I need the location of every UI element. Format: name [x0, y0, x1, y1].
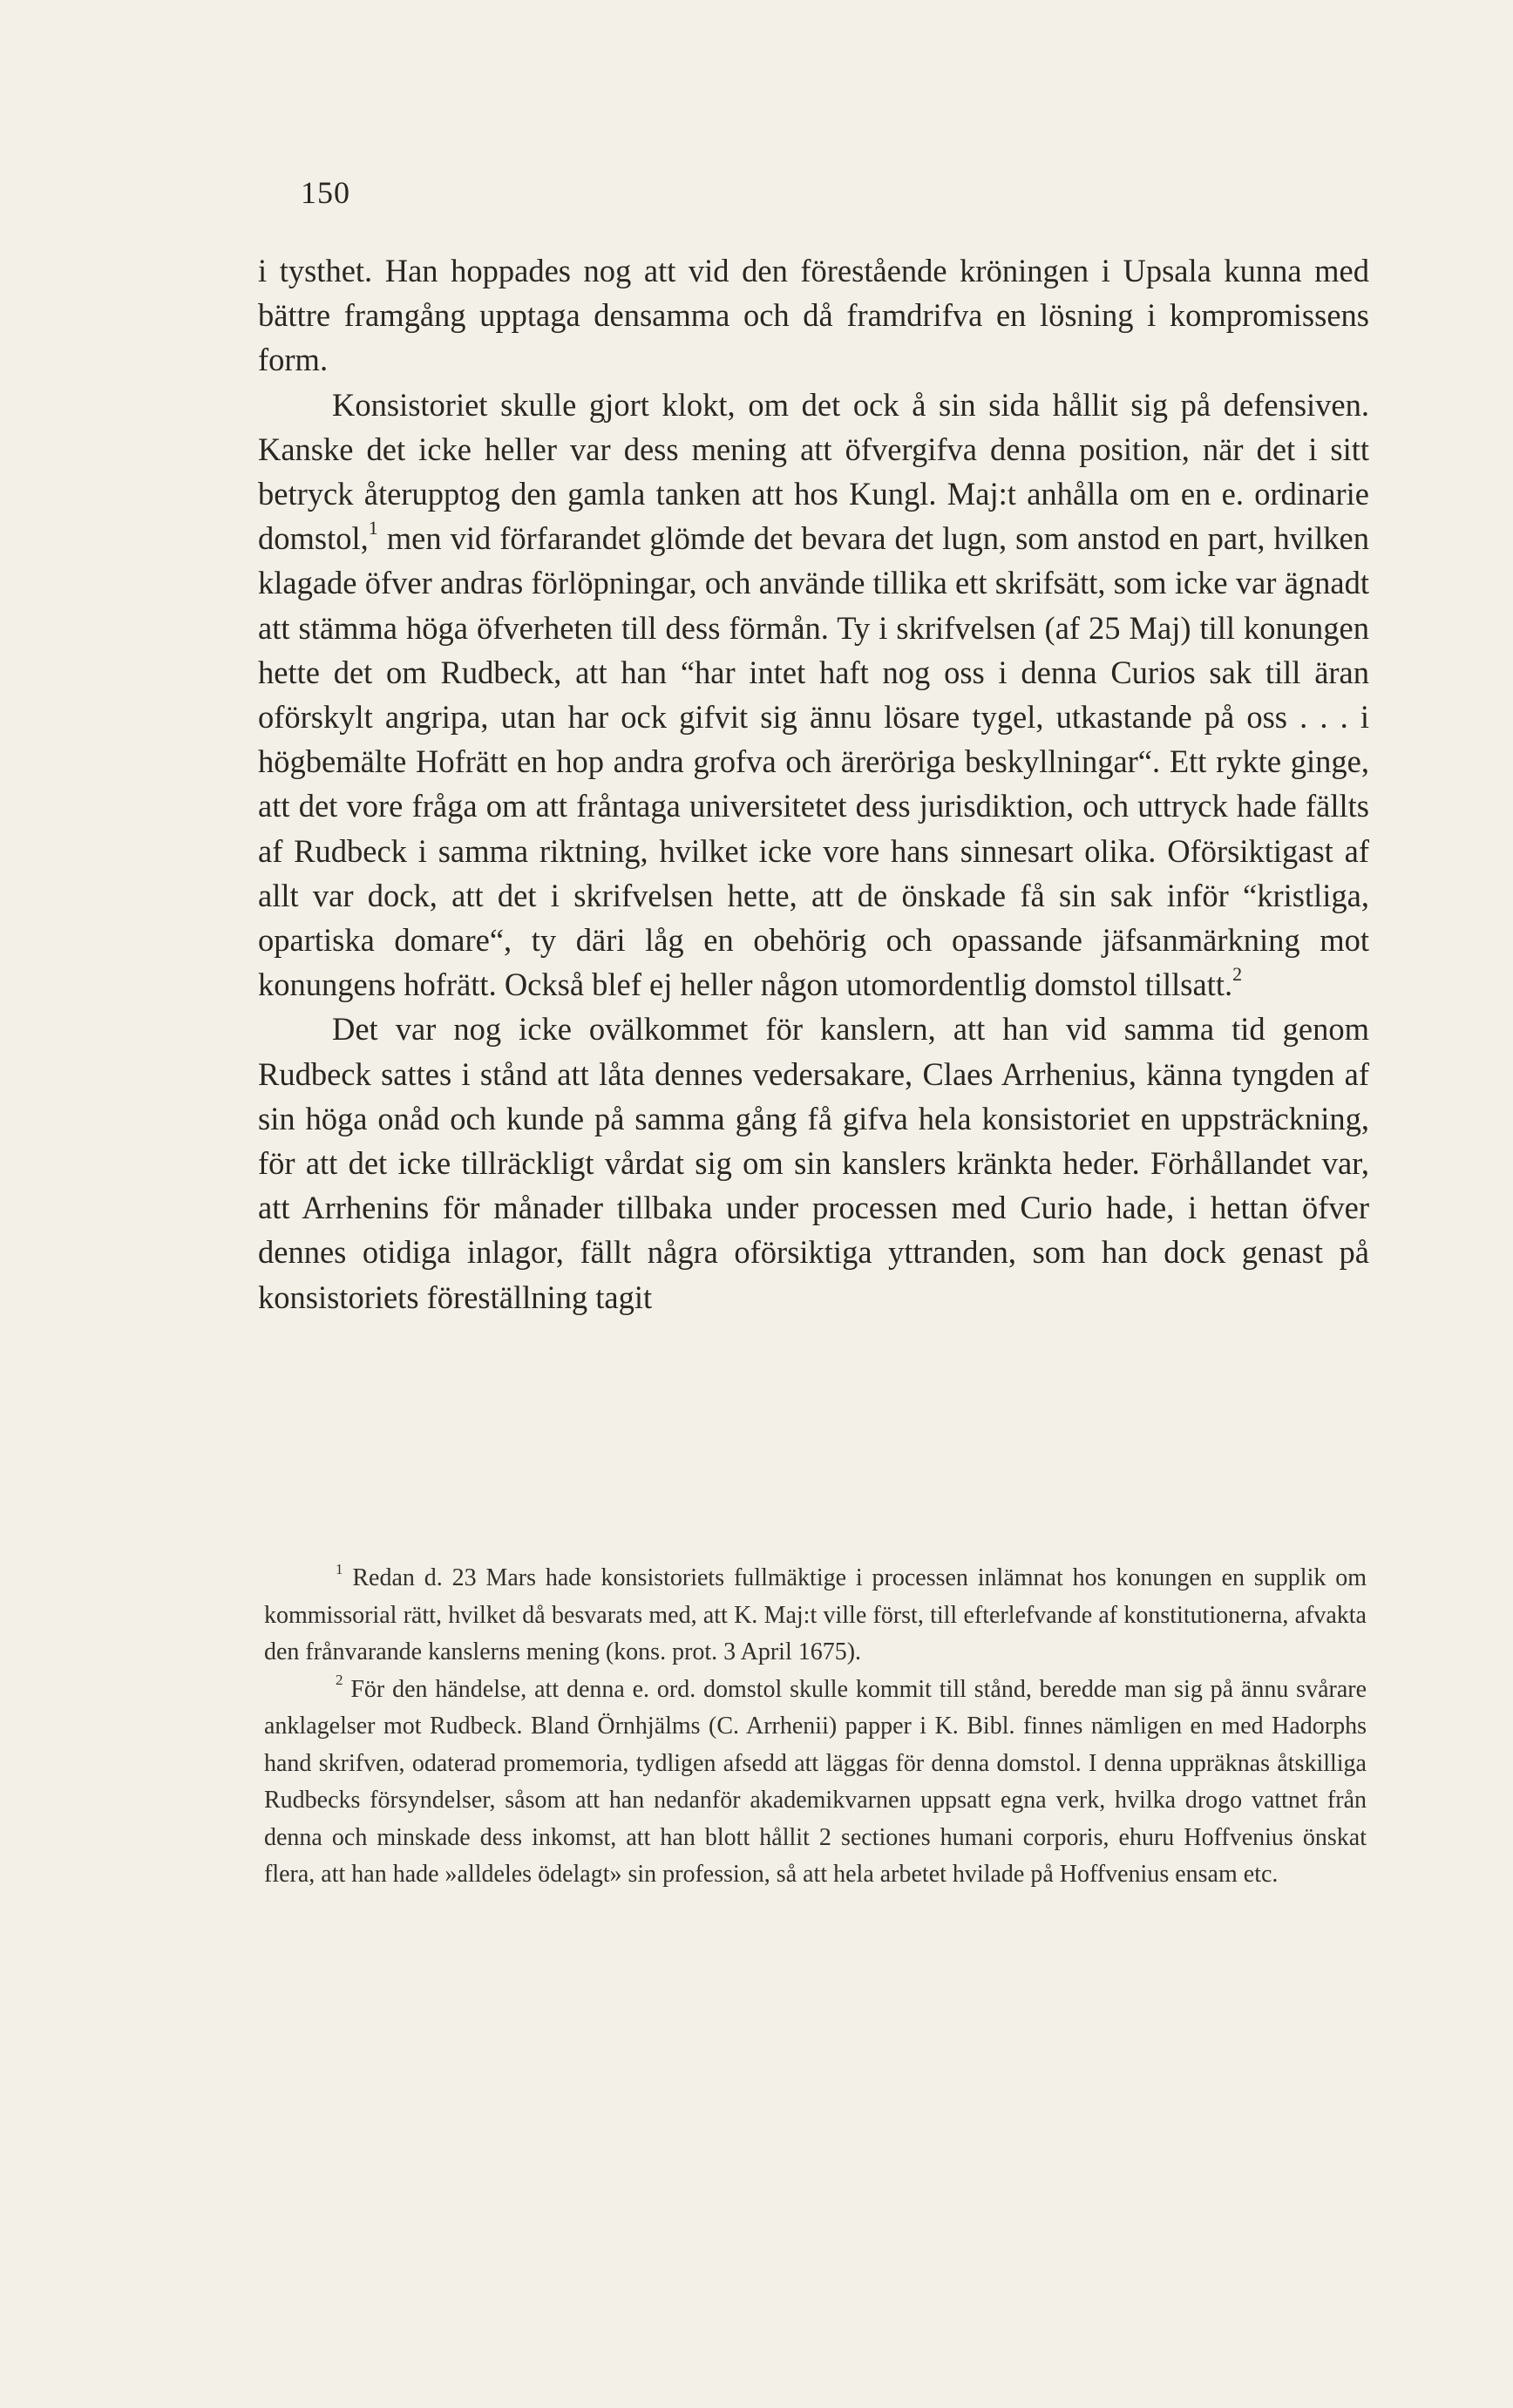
- paragraph-1: [258, 248, 1369, 383]
- footnote-1: [264, 1560, 1367, 1672]
- footnote-ref-1: 1: [368, 517, 378, 539]
- footnote-1-text: Redan d. 23 Mars hade konsistoriets fullmäktige i processen inlämnat hos konungen en supplik om kommissorial rätt, hvilket då besvarats med, att K. Maj:t ville först, till efterlefvande af konstitutionerna, afvakta den frånvarande kanslerns mening (kons. prot. 3 April 1675).: [264, 1564, 1367, 1665]
- footnote-mark-2: 2: [336, 1672, 343, 1689]
- body-text: [258, 248, 1369, 1319]
- footnotes: [264, 1560, 1367, 1894]
- paragraph-1-text: i tysthet. Han hoppades nog att vid den förestående kröningen i Upsala kunna med bättre framgång upptaga densamma och då framdrifva en lösning i kompromissens form.: [258, 253, 1369, 378]
- footnote-2-text: För den händelse, att denna e. ord. domstol skulle kommit till stånd, beredde man sig på ännu svårare anklagelser mot Rudbeck. Bland Örnhjälms (C. Arrhenii) papper i K. Bibl. finnes nämligen en med Hadorphs hand skrifven, odaterad promemoria, tydligen afsedd att läggas för denna domstol. I denna uppräknas åtskilliga Rudbecks försyndelser, såsom att han nedanför akademikvarnen uppsatt egna verk, hvilka drogo vattnet från denna och minskade dess inkomst, att han blott hållit 2 sectiones humani corporis, ehuru Hoffvenius önskat flera, att han hade »alldeles ödelagt» sin profession, så att hela arbetet hvilade på Hoffvenius ensam etc.: [264, 1675, 1367, 1888]
- paragraph-3-text: Det var nog icke ovälkommet för kanslern, att han vid samma tid genom Rudbeck sattes i stånd att låta dennes vedersakare, Claes Arrhenius, känna tyngden af sin höga onåd och kunde på samma gång få gifva hela konsistoriet en uppsträckning, för att det icke tillräckligt vårdat sig om sin kanslers kränkta heder. Förhållandet var, att Arrhenins för månader tillbaka under processen med Curio hade, i hettan öfver dennes otidiga inlagor, fällt några oförsiktiga yttranden, som han dock genast på konsistoriets föreställning tagit: [258, 1011, 1369, 1315]
- paragraph-2: [258, 383, 1369, 1007]
- paragraph-3: [258, 1007, 1369, 1319]
- paragraph-2-text: Konsistoriet skulle gjort klokt, om det ock å sin sida hållit sig på defensiven. Kanske det icke heller var dess mening att öfvergifva denna position, när det i sitt betryck återupptog den gamla tanken att hos Kungl. Maj:t anhålla om en e. ordinarie domstol,: [258, 386, 1369, 557]
- page-number: 150: [301, 175, 350, 210]
- paragraph-2-text-cont: men vid förfarandet glömde det bevara det lugn, som anstod en part, hvilken klagade öfver andras förlöpningar, och använde tillika ett skrifsätt, som icke var ägnadt att stämma höga öfverheten till dess förmån. Ty i skrifvelsen (af 25 Maj) till konungen hette det om Rudbeck, att han “har intet haft nog oss i denna Curios sak till äran oförskylt angripa, utan har ock gifvit sig ännu lösare tygel, utkastande på oss . . . i högbemälte Hofrätt en hop andra grofva och äreröriga beskyllningar“. Ett rykte ginge, att det vore fråga om att fråntaga universitetet dess jurisdiktion, och uttryck hade fällts af Rudbeck i samma riktning, hvilket icke vore hans sinnesart olika. Oförsiktigast af allt var dock, att det i skrifvelsen hette, att de önskade få sin sak inför “kristliga, opartiska domare“, ty däri låg en obehörig och opassande jäfsanmärkning mot konungens hofrätt. Också blef ej heller någon utomordentlig domstol tillsatt.: [258, 520, 1369, 1003]
- footnote-mark-1: 1: [336, 1560, 343, 1577]
- footnote-ref-2: 2: [1232, 963, 1243, 986]
- footnote-2: [264, 1672, 1367, 1894]
